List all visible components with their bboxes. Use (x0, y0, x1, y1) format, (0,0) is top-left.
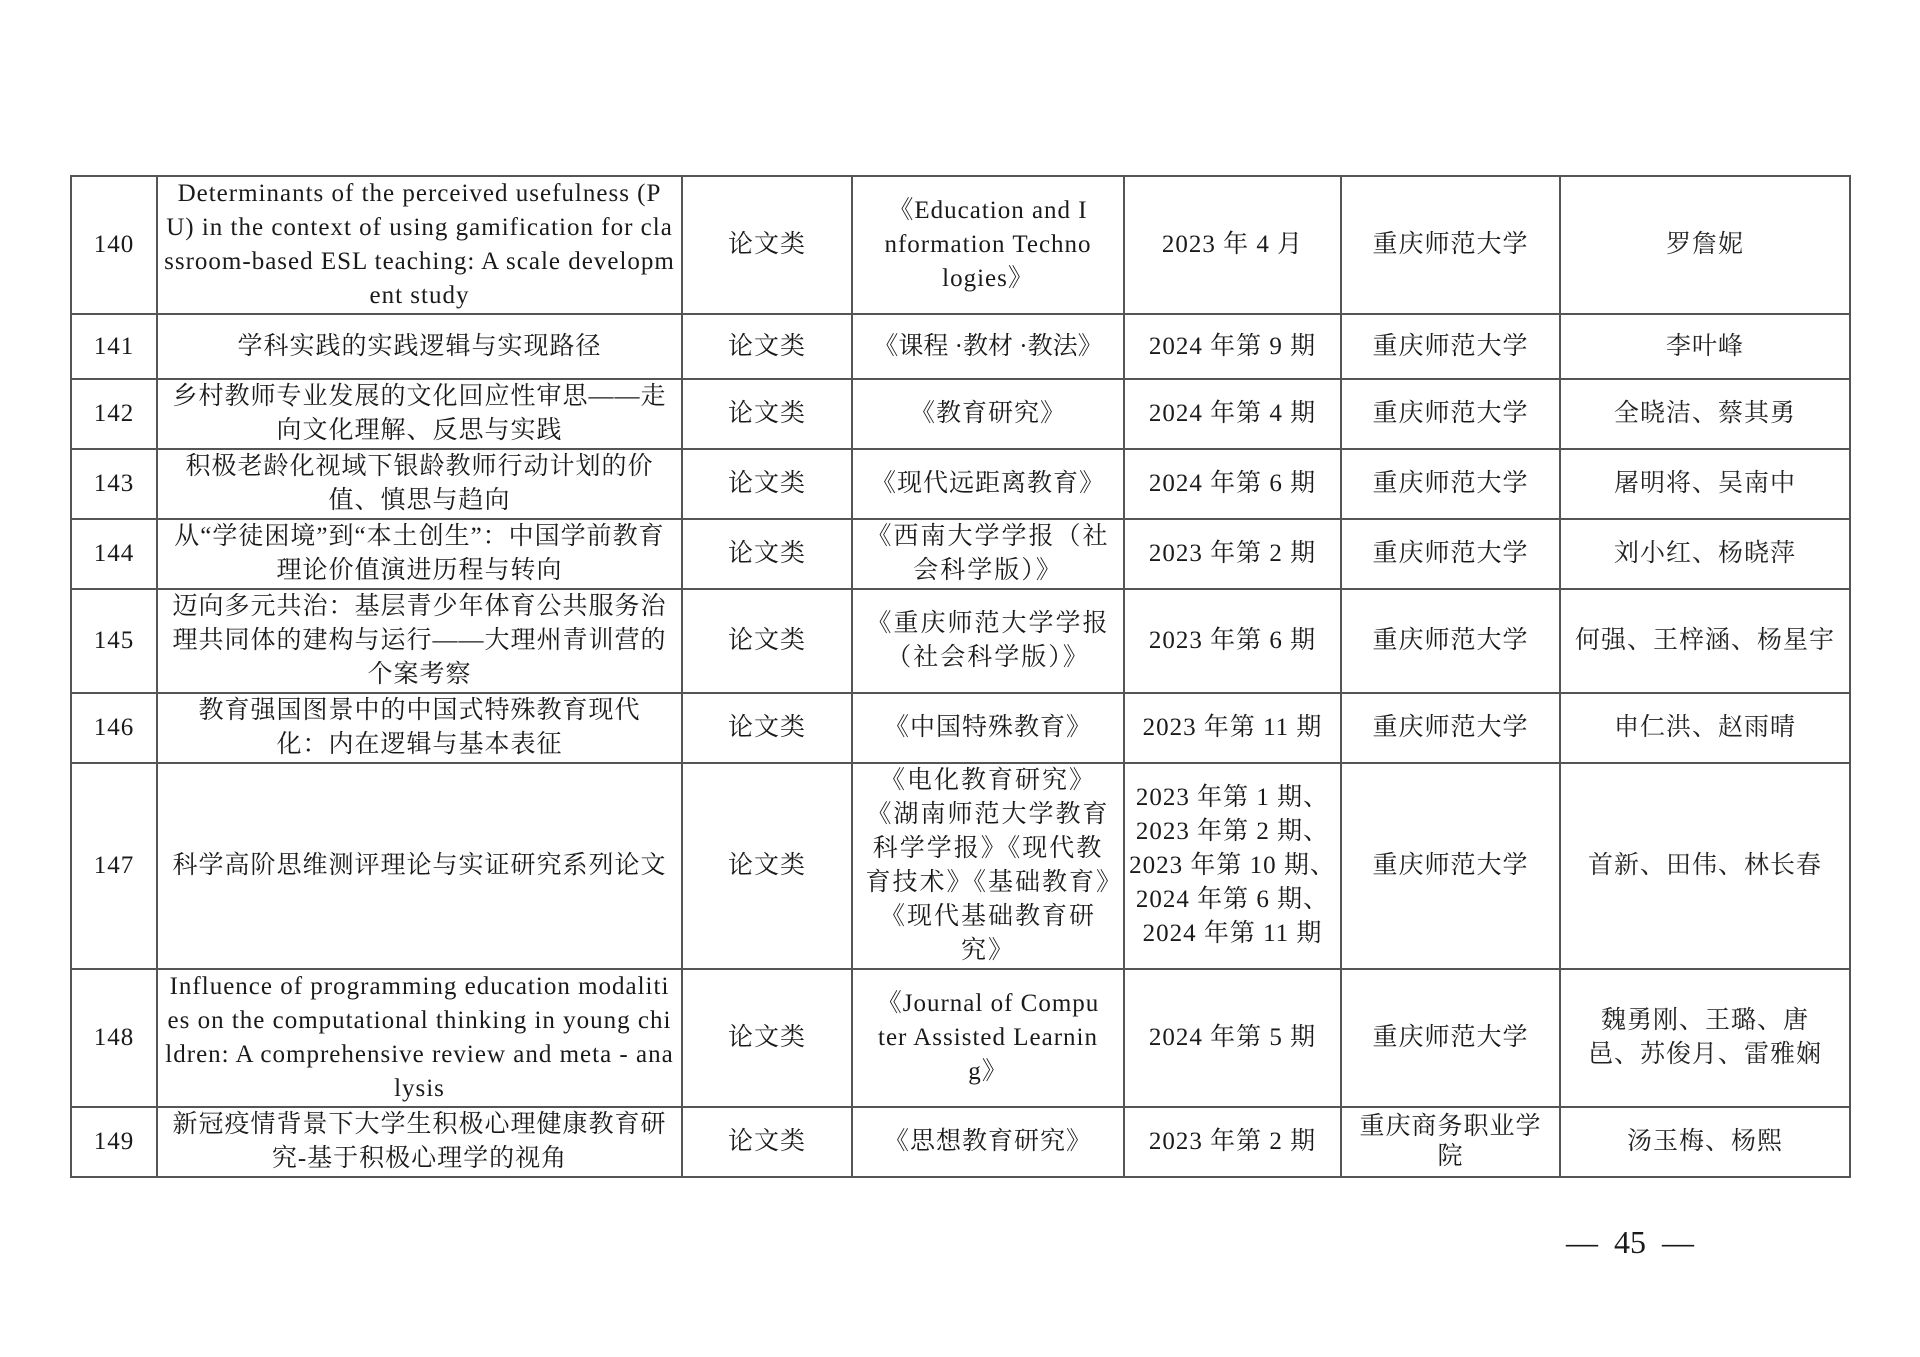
table-row (71, 1107, 1850, 1177)
authors: 申仁洪、赵雨晴 (1560, 693, 1850, 763)
paper-title: 教育强国图景中的中国式特殊教育现代化：内在逻辑与基本表征 (157, 693, 682, 763)
table-row (71, 379, 1850, 449)
publish-date-item: 2023 年第 1 期、 (1135, 784, 1330, 811)
row-number: 141 (71, 314, 157, 379)
institution: 重庆师范大学 (1341, 519, 1560, 589)
journal-name: 《现代远距离教育》 (852, 449, 1124, 519)
page-number: — 45 — (1566, 1224, 1694, 1260)
paper-type: 论文类 (682, 1107, 852, 1177)
journal-name: 《Journal of Computer Assisted Learning》 (852, 969, 1124, 1107)
paper-title: 从“学徒困境”到“本土创生”：中国学前教育理论价值演进历程与转向 (157, 519, 682, 589)
paper-title: 科学高阶思维测评理论与实证研究系列论文 (157, 763, 682, 969)
paper-title: 积极老龄化视域下银龄教师行动计划的价值、慎思与趋向 (157, 449, 682, 519)
publish-date-item: 2023 年第 10 期、 (1129, 852, 1336, 879)
paper-title: Influence of programming education modalities on the computational thinking in young children: A comprehensive review and meta - analysis (157, 969, 682, 1107)
publish-date: 2024 年第 9 期 (1124, 314, 1341, 379)
authors: 刘小红、杨晓萍 (1560, 519, 1850, 589)
publish-date: 2023 年 4 月 (1124, 176, 1341, 314)
row-number: 142 (71, 379, 157, 449)
paper-type: 论文类 (682, 519, 852, 589)
publish-date: 2023 年第 6 期 (1124, 589, 1341, 693)
institution: 重庆师范大学 (1341, 763, 1560, 969)
authors: 首新、田伟、林长春 (1560, 763, 1850, 969)
row-number: 144 (71, 519, 157, 589)
paper-type: 论文类 (682, 589, 852, 693)
institution: 重庆师范大学 (1341, 314, 1560, 379)
paper-type: 论文类 (682, 449, 852, 519)
journal-name: 《教育研究》 (852, 379, 1124, 449)
institution: 重庆商务职业学院 (1341, 1107, 1560, 1177)
authors: 汤玉梅、杨熙 (1560, 1107, 1850, 1177)
publish-date: 2023 年第 2 期 (1124, 1107, 1341, 1177)
institution: 重庆师范大学 (1341, 589, 1560, 693)
institution: 重庆师范大学 (1341, 379, 1560, 449)
paper-type: 论文类 (682, 763, 852, 969)
paper-type: 论文类 (682, 693, 852, 763)
row-number: 147 (71, 763, 157, 969)
table-row (71, 449, 1850, 519)
table-row (71, 176, 1850, 314)
table-row (71, 693, 1850, 763)
paper-title: 学科实践的实践逻辑与实现路径 (157, 314, 682, 379)
journal-name: 《重庆师范大学学报（社会科学版）》 (852, 589, 1124, 693)
authors: 何强、王梓涵、杨星宇 (1560, 589, 1850, 693)
publish-date: 2024 年第 4 期 (1124, 379, 1341, 449)
table-row (71, 589, 1850, 693)
paper-type: 论文类 (682, 379, 852, 449)
journal-name: 《课程 ·教材 ·教法》 (852, 314, 1124, 379)
publish-date-list (1124, 763, 1341, 969)
paper-type: 论文类 (682, 176, 852, 314)
achievements-table (70, 175, 1851, 1178)
row-number: 146 (71, 693, 157, 763)
authors: 李叶峰 (1560, 314, 1850, 379)
row-number: 140 (71, 176, 157, 314)
journal-name: 《电化教育研究》《湖南师范大学教育科学学报》《现代教育技术》《基础教育》《现代基础教育研究》 (852, 763, 1124, 969)
authors: 罗詹妮 (1560, 176, 1850, 314)
publish-date: 2023 年第 2 期 (1124, 519, 1341, 589)
paper-title: 迈向多元共治：基层青少年体育公共服务治理共同体的建构与运行——大理州青训营的个案考察 (157, 589, 682, 693)
paper-title: 乡村教师专业发展的文化回应性审思——走向文化理解、反思与实践 (157, 379, 682, 449)
institution: 重庆师范大学 (1341, 693, 1560, 763)
row-number: 145 (71, 589, 157, 693)
institution: 重庆师范大学 (1341, 449, 1560, 519)
paper-title: 新冠疫情背景下大学生积极心理健康教育研究-基于积极心理学的视角 (157, 1107, 682, 1177)
journal-name: 《西南大学学报（社会科学版）》 (852, 519, 1124, 589)
institution: 重庆师范大学 (1341, 969, 1560, 1107)
table-row (71, 763, 1850, 969)
paper-title: Determinants of the perceived usefulness (PU) in the context of using gamification for classroom-based ESL teaching: A scale development study (157, 176, 682, 314)
authors: 屠明将、吴南中 (1560, 449, 1850, 519)
row-number: 149 (71, 1107, 157, 1177)
paper-type: 论文类 (682, 314, 852, 379)
table-row (71, 314, 1850, 379)
publish-date: 2023 年第 11 期 (1124, 693, 1341, 763)
row-number: 148 (71, 969, 157, 1107)
journal-name: 《Education and Information Technologies》 (852, 176, 1124, 314)
authors: 魏勇刚、王璐、唐邑、苏俊月、雷雅娴 (1560, 969, 1850, 1107)
authors: 全晓洁、蔡其勇 (1560, 379, 1850, 449)
table-row (71, 969, 1850, 1107)
journal-name: 《中国特殊教育》 (852, 693, 1124, 763)
row-number: 143 (71, 449, 157, 519)
journal-name: 《思想教育研究》 (852, 1107, 1124, 1177)
paper-type: 论文类 (682, 969, 852, 1107)
publish-date: 2024 年第 5 期 (1124, 969, 1341, 1107)
publish-date-item: 2024 年第 6 期、 (1135, 886, 1330, 913)
publish-date: 2024 年第 6 期 (1124, 449, 1341, 519)
publish-date-item: 2024 年第 11 期 (1142, 920, 1323, 947)
publish-date-item: 2023 年第 2 期、 (1135, 818, 1330, 845)
institution: 重庆师范大学 (1341, 176, 1560, 314)
table-row (71, 519, 1850, 589)
